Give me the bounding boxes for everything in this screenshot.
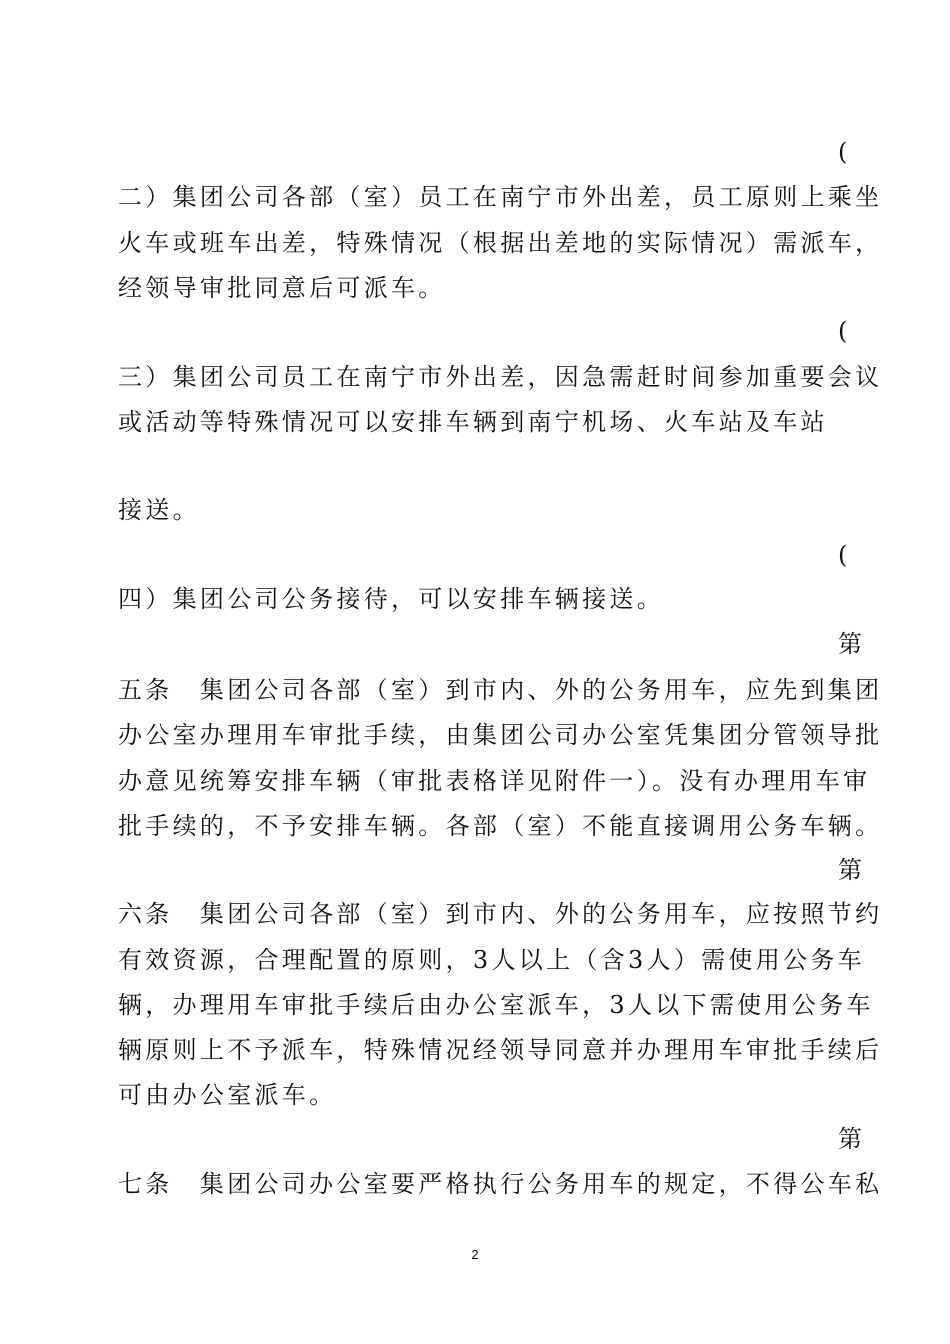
text-line: 办公室办理用车审批手续，由集团公司办公室凭集团分管领导批 bbox=[118, 721, 883, 749]
text-line: 接送。 bbox=[118, 496, 200, 524]
text-line: 经领导审批同意后可派车。 bbox=[118, 274, 446, 302]
text-line: 三）集团公司员工在南宁市外出差，因急需赶时间参加重要会议 bbox=[118, 363, 883, 391]
page-number: 2 bbox=[471, 1247, 479, 1262]
text-line: 可由办公室派车。 bbox=[118, 1081, 337, 1109]
text-line: 四）集团公司公务接待，可以安排车辆接送。 bbox=[118, 585, 664, 613]
text-line: 办意见统筹安排车辆（审批表格详见附件一）。没有办理用车审 bbox=[118, 767, 871, 795]
text-line: 六条 集团公司各部（室）到市内、外的公务用车，应按照节约 bbox=[118, 900, 883, 928]
text-line: 辆原则上不予派车，特殊情况经领导同意并办理用车审批手续后 bbox=[118, 1036, 883, 1064]
text-line: 有效资源，合理配置的原则，3人以上（含3人）需使用公务车 bbox=[118, 946, 865, 974]
text-line: 或活动等特殊情况可以安排车辆到南宁机场、火车站及车站 bbox=[118, 408, 828, 436]
text-line: 第 bbox=[838, 630, 862, 658]
text-line: ( bbox=[838, 317, 848, 345]
text-line: 七条 集团公司办公室要严格执行公务用车的规定，不得公车私 bbox=[118, 1170, 883, 1198]
text-line: 第 bbox=[838, 1125, 862, 1153]
text-line: 二）集团公司各部（室）员工在南宁市外出差，员工原则上乘坐 bbox=[118, 183, 883, 211]
text-line: ( bbox=[838, 541, 848, 569]
text-line: 火车或班车出差，特殊情况（根据出差地的实际情况）需派车， bbox=[118, 229, 883, 257]
text-line: 第 bbox=[838, 856, 862, 884]
text-line: ( bbox=[838, 138, 848, 166]
text-line: 五条 集团公司各部（室）到市内、外的公务用车，应先到集团 bbox=[118, 676, 883, 704]
text-line: 辆，办理用车审批手续后由办公室派车，3人以下需使用公务车 bbox=[118, 991, 874, 1019]
text-line: 批手续的，不予安排车辆。各部（室）不能直接调用公务车辆。 bbox=[118, 812, 883, 840]
